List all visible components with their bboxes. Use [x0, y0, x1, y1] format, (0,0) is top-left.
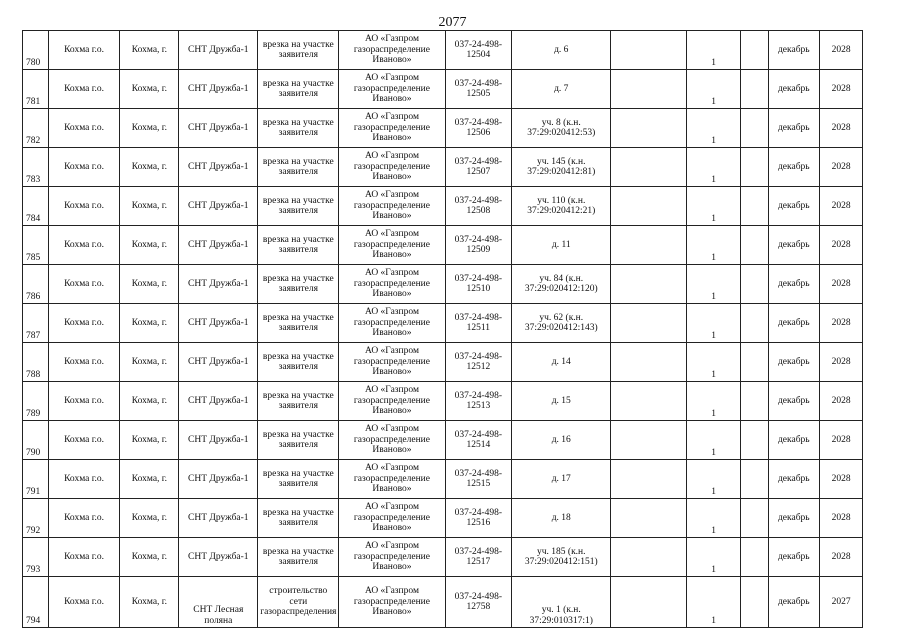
row-number-cell: 785: [23, 226, 49, 265]
empty-cell: [611, 187, 687, 226]
table-row: [23, 577, 905, 628]
year-cell: 2028: [820, 382, 863, 421]
address-cell: д. 15: [512, 382, 611, 421]
address-cell: уч. 8 (к.н. 37:29:020412:53): [512, 109, 611, 148]
address-cell: д. 14: [512, 343, 611, 382]
object-code-cell: 037-24-498-12515: [445, 460, 512, 499]
object-code-cell: 037-24-498-12514: [445, 421, 512, 460]
row-number-cell: 780: [23, 31, 49, 70]
empty-cell: [741, 31, 768, 70]
city-cell: Кохма, г.: [120, 70, 179, 109]
district-cell: Кохма г.о.: [48, 421, 120, 460]
object-code-cell: 037-24-498-12508: [445, 187, 512, 226]
empty-cell: [611, 226, 687, 265]
district-cell: Кохма г.о.: [48, 382, 120, 421]
table-row: [23, 460, 905, 499]
table-row: [23, 109, 905, 148]
work-type-cell: врезка на участке заявителя: [258, 382, 339, 421]
city-cell: Кохма, г.: [120, 343, 179, 382]
object-code-cell: 037-24-498-12512: [445, 343, 512, 382]
register-table: [22, 30, 905, 628]
organization-cell: АО «Газпром газораспределение Иваново»: [339, 538, 445, 577]
work-type-cell: врезка на участке заявителя: [258, 499, 339, 538]
count-cell: 1: [686, 343, 740, 382]
snt-cell: СНТ Дружба-1: [179, 343, 258, 382]
month-cell: декабрь: [768, 187, 819, 226]
empty-cell: [741, 499, 768, 538]
empty-cell: [741, 382, 768, 421]
snt-cell: СНТ Дружба-1: [179, 499, 258, 538]
row-number-cell: 793: [23, 538, 49, 577]
count-cell: 1: [686, 421, 740, 460]
city-cell: Кохма, г.: [120, 187, 179, 226]
empty-cell: [611, 148, 687, 187]
district-cell: Кохма г.о.: [48, 226, 120, 265]
row-number-cell: 786: [23, 265, 49, 304]
address-cell: уч. 185 (к.н. 37:29:020412:151): [512, 538, 611, 577]
address-cell: д. 16: [512, 421, 611, 460]
table-row: [23, 70, 905, 109]
year-cell: 2028: [820, 187, 863, 226]
table-row: [23, 538, 905, 577]
row-number-cell: 794: [23, 577, 49, 628]
district-cell: Кохма г.о.: [48, 148, 120, 187]
snt-cell: СНТ Дружба-1: [179, 421, 258, 460]
count-cell: 1: [686, 70, 740, 109]
year-cell: 2028: [820, 421, 863, 460]
work-type-cell: врезка на участке заявителя: [258, 148, 339, 187]
work-type-cell: врезка на участке заявителя: [258, 31, 339, 70]
month-cell: декабрь: [768, 31, 819, 70]
snt-cell: СНТ Дружба-1: [179, 109, 258, 148]
city-cell: Кохма, г.: [120, 577, 179, 628]
city-cell: Кохма, г.: [120, 460, 179, 499]
object-code-cell: 037-24-498-12509: [445, 226, 512, 265]
empty-cell: [741, 421, 768, 460]
empty-cell: [741, 187, 768, 226]
work-type-cell: врезка на участке заявителя: [258, 421, 339, 460]
empty-cell: [611, 577, 687, 628]
empty-cell: [611, 382, 687, 421]
table-row: [23, 31, 905, 70]
table-row: [23, 499, 905, 538]
district-cell: Кохма г.о.: [48, 343, 120, 382]
month-cell: декабрь: [768, 538, 819, 577]
snt-cell: СНТ Дружба-1: [179, 382, 258, 421]
row-number-cell: 791: [23, 460, 49, 499]
count-cell: 1: [686, 109, 740, 148]
count-cell: 1: [686, 538, 740, 577]
row-number-cell: 787: [23, 304, 49, 343]
month-cell: декабрь: [768, 421, 819, 460]
snt-cell: СНТ Дружба-1: [179, 187, 258, 226]
work-type-cell: врезка на участке заявителя: [258, 343, 339, 382]
district-cell: Кохма г.о.: [48, 70, 120, 109]
organization-cell: АО «Газпром газораспределение Иваново»: [339, 187, 445, 226]
year-cell: 2028: [820, 31, 863, 70]
table-row: [23, 421, 905, 460]
empty-cell: [611, 421, 687, 460]
city-cell: Кохма, г.: [120, 265, 179, 304]
district-cell: Кохма г.о.: [48, 187, 120, 226]
empty-cell: [741, 538, 768, 577]
organization-cell: АО «Газпром газораспределение Иваново»: [339, 226, 445, 265]
row-number-cell: 781: [23, 70, 49, 109]
object-code-cell: 037-24-498-12506: [445, 109, 512, 148]
work-type-cell: врезка на участке заявителя: [258, 265, 339, 304]
table-row: [23, 343, 905, 382]
district-cell: Кохма г.о.: [48, 499, 120, 538]
empty-cell: [741, 265, 768, 304]
city-cell: Кохма, г.: [120, 421, 179, 460]
count-cell: 1: [686, 31, 740, 70]
city-cell: Кохма, г.: [120, 382, 179, 421]
row-number-cell: 784: [23, 187, 49, 226]
year-cell: 2028: [820, 70, 863, 109]
table-row: [23, 226, 905, 265]
snt-cell: СНТ Дружба-1: [179, 31, 258, 70]
organization-cell: АО «Газпром газораспределение Иваново»: [339, 148, 445, 187]
month-cell: декабрь: [768, 304, 819, 343]
city-cell: Кохма, г.: [120, 226, 179, 265]
district-cell: Кохма г.о.: [48, 538, 120, 577]
empty-cell: [611, 265, 687, 304]
work-type-cell: врезка на участке заявителя: [258, 187, 339, 226]
snt-cell: СНТ Дружба-1: [179, 538, 258, 577]
count-cell: 1: [686, 460, 740, 499]
snt-cell: СНТ Дружба-1: [179, 148, 258, 187]
empty-cell: [741, 148, 768, 187]
object-code-cell: 037-24-498-12513: [445, 382, 512, 421]
empty-cell: [741, 343, 768, 382]
empty-cell: [611, 70, 687, 109]
snt-cell: СНТ Дружба-1: [179, 265, 258, 304]
month-cell: декабрь: [768, 577, 819, 628]
object-code-cell: 037-24-498-12504: [445, 31, 512, 70]
organization-cell: АО «Газпром газораспределение Иваново»: [339, 421, 445, 460]
table-row: [23, 187, 905, 226]
empty-cell: [611, 343, 687, 382]
district-cell: Кохма г.о.: [48, 460, 120, 499]
address-cell: уч. 110 (к.н. 37:29:020412:21): [512, 187, 611, 226]
year-cell: 2028: [820, 304, 863, 343]
page-number: 2077: [438, 15, 467, 30]
snt-cell: СНТ Дружба-1: [179, 70, 258, 109]
address-cell: д. 17: [512, 460, 611, 499]
count-cell: 1: [686, 226, 740, 265]
work-type-cell: врезка на участке заявителя: [258, 226, 339, 265]
work-type-cell: врезка на участке заявителя: [258, 538, 339, 577]
month-cell: декабрь: [768, 109, 819, 148]
empty-cell: [611, 538, 687, 577]
empty-cell: [741, 70, 768, 109]
object-code-cell: 037-24-498-12516: [445, 499, 512, 538]
organization-cell: АО «Газпром газораспределение Иваново»: [339, 382, 445, 421]
organization-cell: АО «Газпром газораспределение Иваново»: [339, 577, 445, 628]
empty-cell: [611, 304, 687, 343]
year-cell: 2028: [820, 460, 863, 499]
object-code-cell: 037-24-498-12507: [445, 148, 512, 187]
organization-cell: АО «Газпром газораспределение Иваново»: [339, 343, 445, 382]
month-cell: декабрь: [768, 148, 819, 187]
year-cell: 2028: [820, 109, 863, 148]
empty-cell: [741, 226, 768, 265]
row-number-cell: 788: [23, 343, 49, 382]
object-code-cell: 037-24-498-12511: [445, 304, 512, 343]
district-cell: Кохма г.о.: [48, 109, 120, 148]
count-cell: 1: [686, 148, 740, 187]
snt-cell: СНТ Дружба-1: [179, 304, 258, 343]
organization-cell: АО «Газпром газораспределение Иваново»: [339, 109, 445, 148]
organization-cell: АО «Газпром газораспределение Иваново»: [339, 499, 445, 538]
table-row: [23, 148, 905, 187]
address-cell: д. 18: [512, 499, 611, 538]
empty-cell: [741, 460, 768, 499]
empty-cell: [741, 109, 768, 148]
row-number-cell: 792: [23, 499, 49, 538]
year-cell: 2028: [820, 265, 863, 304]
row-number-cell: 789: [23, 382, 49, 421]
address-cell: уч. 84 (к.н. 37:29:020412:120): [512, 265, 611, 304]
object-code-cell: 037-24-498-12517: [445, 538, 512, 577]
address-cell: уч. 145 (к.н. 37:29:020412:81): [512, 148, 611, 187]
empty-cell: [611, 31, 687, 70]
organization-cell: АО «Газпром газораспределение Иваново»: [339, 31, 445, 70]
address-cell: уч. 62 (к.н. 37:29:020412:143): [512, 304, 611, 343]
object-code-cell: 037-24-498-12510: [445, 265, 512, 304]
count-cell: 1: [686, 499, 740, 538]
city-cell: Кохма, г.: [120, 499, 179, 538]
address-cell: д. 11: [512, 226, 611, 265]
district-cell: Кохма г.о.: [48, 577, 120, 628]
snt-cell: СНТ Лесная поляна: [179, 577, 258, 628]
work-type-cell: врезка на участке заявителя: [258, 304, 339, 343]
count-cell: 1: [686, 187, 740, 226]
month-cell: декабрь: [768, 343, 819, 382]
empty-cell: [611, 460, 687, 499]
empty-cell: [611, 499, 687, 538]
month-cell: декабрь: [768, 70, 819, 109]
year-cell: 2028: [820, 499, 863, 538]
city-cell: Кохма, г.: [120, 304, 179, 343]
district-cell: Кохма г.о.: [48, 265, 120, 304]
row-number-cell: 790: [23, 421, 49, 460]
count-cell: 1: [686, 382, 740, 421]
empty-cell: [611, 109, 687, 148]
count-cell: 1: [686, 577, 740, 628]
city-cell: Кохма, г.: [120, 538, 179, 577]
work-type-cell: врезка на участке заявителя: [258, 70, 339, 109]
object-code-cell: 037-24-498-12505: [445, 70, 512, 109]
table-row: [23, 382, 905, 421]
city-cell: Кохма, г.: [120, 148, 179, 187]
organization-cell: АО «Газпром газораспределение Иваново»: [339, 304, 445, 343]
snt-cell: СНТ Дружба-1: [179, 460, 258, 499]
count-cell: 1: [686, 265, 740, 304]
row-number-cell: 782: [23, 109, 49, 148]
empty-cell: [741, 577, 768, 628]
year-cell: 2028: [820, 226, 863, 265]
row-number-cell: 783: [23, 148, 49, 187]
district-cell: Кохма г.о.: [48, 31, 120, 70]
city-cell: Кохма, г.: [120, 31, 179, 70]
city-cell: Кохма, г.: [120, 109, 179, 148]
year-cell: 2028: [820, 538, 863, 577]
month-cell: декабрь: [768, 265, 819, 304]
work-type-cell: строительство сети газораспределения: [258, 577, 339, 628]
month-cell: декабрь: [768, 499, 819, 538]
table-row: [23, 304, 905, 343]
organization-cell: АО «Газпром газораспределение Иваново»: [339, 265, 445, 304]
empty-cell: [741, 304, 768, 343]
snt-cell: СНТ Дружба-1: [179, 226, 258, 265]
year-cell: 2027: [820, 577, 863, 628]
count-cell: 1: [686, 304, 740, 343]
address-cell: д. 6: [512, 31, 611, 70]
year-cell: 2028: [820, 343, 863, 382]
district-cell: Кохма г.о.: [48, 304, 120, 343]
object-code-cell: 037-24-498-12758: [445, 577, 512, 628]
organization-cell: АО «Газпром газораспределение Иваново»: [339, 460, 445, 499]
month-cell: декабрь: [768, 226, 819, 265]
table-row: [23, 265, 905, 304]
year-cell: 2028: [820, 148, 863, 187]
work-type-cell: врезка на участке заявителя: [258, 460, 339, 499]
work-type-cell: врезка на участке заявителя: [258, 109, 339, 148]
month-cell: декабрь: [768, 382, 819, 421]
address-cell: уч. 1 (к.н. 37:29:010317:1): [512, 577, 611, 628]
address-cell: д. 7: [512, 70, 611, 109]
organization-cell: АО «Газпром газораспределение Иваново»: [339, 70, 445, 109]
month-cell: декабрь: [768, 460, 819, 499]
